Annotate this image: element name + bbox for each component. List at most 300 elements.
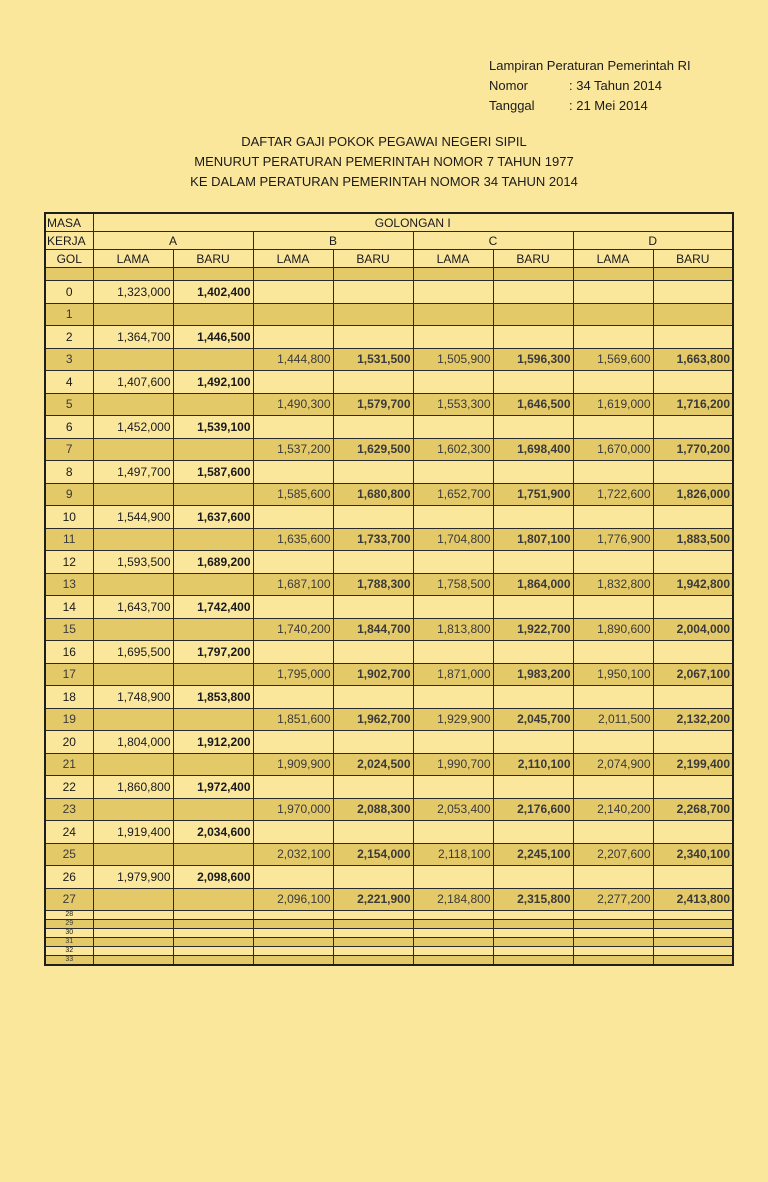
group-d-lama-cell (573, 281, 653, 304)
group-c-lama-cell (413, 326, 493, 349)
group-b-baru-cell (333, 821, 413, 844)
group-a-baru-cell: 1,539,100 (173, 416, 253, 439)
table-row (45, 326, 733, 349)
group-d-baru-cell: 1,942,800 (653, 573, 733, 596)
gol-cell: 31 (45, 938, 93, 947)
gol-cell: 8 (45, 461, 93, 484)
table-row (45, 281, 733, 304)
group-d-baru-cell (653, 686, 733, 709)
group-a-baru-cell (173, 947, 253, 956)
group-c-baru-cell (493, 956, 573, 966)
group-d-lama-cell: 2,011,500 (573, 708, 653, 731)
group-c-lama-cell (413, 911, 493, 920)
group-c-lama-cell (413, 920, 493, 929)
group-b-lama-cell (253, 929, 333, 938)
gol-cell: 19 (45, 708, 93, 731)
tanggal-label: Tanggal (489, 98, 535, 113)
group-a-baru-cell: 1,587,600 (173, 461, 253, 484)
table-row (45, 686, 733, 709)
gol-cell: 21 (45, 753, 93, 776)
group-d-baru-cell: 1,663,800 (653, 348, 733, 371)
gol-cell: 29 (45, 920, 93, 929)
table-row (45, 888, 733, 911)
group-b-baru-cell: 2,024,500 (333, 753, 413, 776)
group-b-lama-cell (253, 551, 333, 574)
group-d-lama-cell (573, 303, 653, 326)
group-b-baru-cell (333, 938, 413, 947)
group-b-lama-cell: 1,795,000 (253, 663, 333, 686)
group-d-lama-cell (573, 866, 653, 889)
group-c-lama-cell (413, 281, 493, 304)
group-b-baru-cell (333, 416, 413, 439)
group-d-baru-cell (653, 866, 733, 889)
group-b-lama-cell (253, 416, 333, 439)
group-c-lama-cell (413, 776, 493, 799)
group-b-lama-cell (253, 281, 333, 304)
lama-header: LAMA (93, 250, 173, 268)
gol-cell: 6 (45, 416, 93, 439)
group-c-lama-cell: 1,553,300 (413, 393, 493, 416)
group-b-lama-cell (253, 731, 333, 754)
group-a-baru-cell (173, 938, 253, 947)
group-c-lama-cell (413, 506, 493, 529)
group-b-header: B (253, 232, 413, 250)
group-c-lama-cell: 1,704,800 (413, 528, 493, 551)
group-c-lama-cell: 2,118,100 (413, 843, 493, 866)
nomor-value: : 34 Tahun 2014 (569, 78, 663, 93)
baru-header: BARU (493, 250, 573, 268)
group-a-lama-cell (93, 947, 173, 956)
group-b-lama-cell (253, 776, 333, 799)
group-a-baru-cell (173, 483, 253, 506)
group-a-baru-cell (173, 843, 253, 866)
group-a-lama-cell (93, 798, 173, 821)
golongan-header: GOLONGAN I (93, 213, 733, 232)
group-a-lama-cell (93, 348, 173, 371)
group-d-baru-cell (653, 416, 733, 439)
group-d-baru-cell: 2,132,200 (653, 708, 733, 731)
group-d-lama-cell (573, 956, 653, 966)
tanggal-value: : 21 Mei 2014 (569, 98, 648, 113)
group-a-baru-cell (173, 663, 253, 686)
group-b-lama-cell (253, 506, 333, 529)
group-d-baru-cell (653, 596, 733, 619)
group-b-baru-cell: 1,531,500 (333, 348, 413, 371)
gol-cell: 12 (45, 551, 93, 574)
group-a-baru-cell (173, 393, 253, 416)
group-a-baru-cell (173, 573, 253, 596)
group-a-lama-cell: 1,979,900 (93, 866, 173, 889)
group-d-lama-cell (573, 461, 653, 484)
table-row (45, 551, 733, 574)
group-c-lama-cell: 1,871,000 (413, 663, 493, 686)
group-c-lama-cell (413, 686, 493, 709)
table-row (45, 753, 733, 776)
gol-cell: 20 (45, 731, 93, 754)
group-c-baru-cell (493, 929, 573, 938)
group-b-baru-cell (333, 551, 413, 574)
group-d-baru-cell: 1,770,200 (653, 438, 733, 461)
group-a-baru-cell: 1,446,500 (173, 326, 253, 349)
gol-cell: 24 (45, 821, 93, 844)
group-b-baru-cell (333, 281, 413, 304)
group-a-baru-cell (173, 303, 253, 326)
group-b-lama-cell (253, 938, 333, 947)
group-d-baru-cell (653, 776, 733, 799)
group-a-lama-cell (93, 753, 173, 776)
table-row (45, 920, 733, 929)
gol-cell: 3 (45, 348, 93, 371)
table-row (45, 663, 733, 686)
group-b-baru-cell: 2,154,000 (333, 843, 413, 866)
group-c-baru-cell (493, 920, 573, 929)
group-b-lama-cell: 1,970,000 (253, 798, 333, 821)
gol-cell: 32 (45, 947, 93, 956)
group-d-baru-cell (653, 326, 733, 349)
group-b-lama-cell: 1,851,600 (253, 708, 333, 731)
gol-cell: 15 (45, 618, 93, 641)
group-a-baru-cell (173, 753, 253, 776)
table-row (45, 731, 733, 754)
gol-cell: 7 (45, 438, 93, 461)
table-row (45, 911, 733, 920)
table-row (45, 798, 733, 821)
group-d-baru-cell (653, 731, 733, 754)
gol-header: GOL (45, 250, 93, 268)
group-a-lama-cell: 1,544,900 (93, 506, 173, 529)
table-row (45, 303, 733, 326)
group-a-baru-cell: 1,742,400 (173, 596, 253, 619)
group-b-lama-cell (253, 920, 333, 929)
group-b-baru-cell (333, 929, 413, 938)
group-b-baru-cell: 1,579,700 (333, 393, 413, 416)
group-c-lama-cell (413, 947, 493, 956)
group-a-baru-cell (173, 348, 253, 371)
group-c-baru-cell (493, 821, 573, 844)
group-c-baru-cell: 1,596,300 (493, 348, 573, 371)
gol-cell: 25 (45, 843, 93, 866)
group-d-baru-cell (653, 911, 733, 920)
gol-cell: 10 (45, 506, 93, 529)
group-c-baru-cell: 1,698,400 (493, 438, 573, 461)
group-a-baru-cell: 1,797,200 (173, 641, 253, 664)
group-a-lama-cell (93, 911, 173, 920)
group-b-lama-cell: 1,909,900 (253, 753, 333, 776)
group-a-baru-cell: 1,853,800 (173, 686, 253, 709)
table-row (45, 348, 733, 371)
title-line-2: MENURUT PERATURAN PEMERINTAH NOMOR 7 TAHUN 1977 (194, 154, 574, 169)
group-d-baru-cell: 2,413,800 (653, 888, 733, 911)
gol-cell: 11 (45, 528, 93, 551)
baru-header: BARU (653, 250, 733, 268)
group-a-lama-cell (93, 920, 173, 929)
table-row (45, 573, 733, 596)
group-a-lama-cell: 1,860,800 (93, 776, 173, 799)
group-d-lama-cell: 2,207,600 (573, 843, 653, 866)
gol-cell: 30 (45, 929, 93, 938)
group-c-lama-cell: 2,184,800 (413, 888, 493, 911)
group-d-baru-cell (653, 938, 733, 947)
group-a-baru-cell (173, 888, 253, 911)
group-b-baru-cell: 1,733,700 (333, 528, 413, 551)
group-a-baru-cell: 1,689,200 (173, 551, 253, 574)
group-b-lama-cell (253, 326, 333, 349)
group-c-header: C (413, 232, 573, 250)
group-d-baru-cell: 2,067,100 (653, 663, 733, 686)
group-b-baru-cell (333, 776, 413, 799)
table-row (45, 506, 733, 529)
group-c-baru-cell: 1,983,200 (493, 663, 573, 686)
group-d-lama-cell (573, 596, 653, 619)
nomor-row (489, 76, 691, 96)
table-row (45, 938, 733, 947)
group-d-baru-cell: 1,826,000 (653, 483, 733, 506)
group-d-baru-cell: 2,340,100 (653, 843, 733, 866)
group-d-baru-cell (653, 947, 733, 956)
group-a-baru-cell (173, 438, 253, 461)
group-b-baru-cell (333, 506, 413, 529)
table-row (45, 776, 733, 799)
group-d-lama-cell (573, 938, 653, 947)
group-d-lama-cell (573, 731, 653, 754)
group-b-baru-cell (333, 920, 413, 929)
group-d-lama-cell (573, 416, 653, 439)
group-c-baru-cell: 1,807,100 (493, 528, 573, 551)
group-b-lama-cell: 1,537,200 (253, 438, 333, 461)
spacer-row (45, 268, 733, 281)
group-c-baru-cell (493, 281, 573, 304)
title-line-3: KE DALAM PERATURAN PEMERINTAH NOMOR 34 TAHUN 2014 (190, 174, 578, 189)
group-b-baru-cell: 1,788,300 (333, 573, 413, 596)
group-d-baru-cell (653, 281, 733, 304)
group-a-lama-cell (93, 528, 173, 551)
group-d-lama-cell: 1,569,600 (573, 348, 653, 371)
group-a-lama-cell (93, 618, 173, 641)
group-a-baru-cell (173, 920, 253, 929)
group-a-lama-cell (93, 393, 173, 416)
group-b-lama-cell: 1,687,100 (253, 573, 333, 596)
group-b-lama-cell (253, 596, 333, 619)
group-d-baru-cell: 1,716,200 (653, 393, 733, 416)
table-row (45, 416, 733, 439)
group-a-lama-cell: 1,452,000 (93, 416, 173, 439)
group-c-lama-cell: 1,505,900 (413, 348, 493, 371)
group-b-baru-cell (333, 641, 413, 664)
group-d-lama-cell: 1,722,600 (573, 483, 653, 506)
group-c-baru-cell (493, 866, 573, 889)
group-c-baru-cell (493, 641, 573, 664)
table-row (45, 821, 733, 844)
gol-cell: 14 (45, 596, 93, 619)
group-c-lama-cell (413, 303, 493, 326)
group-c-baru-cell (493, 947, 573, 956)
gol-cell: 4 (45, 371, 93, 394)
group-a-lama-cell: 1,695,500 (93, 641, 173, 664)
group-b-baru-cell: 2,221,900 (333, 888, 413, 911)
group-c-baru-cell: 1,864,000 (493, 573, 573, 596)
group-c-baru-cell (493, 506, 573, 529)
group-c-baru-cell (493, 686, 573, 709)
table-row (45, 929, 733, 938)
group-d-lama-cell: 1,950,100 (573, 663, 653, 686)
group-a-lama-cell (93, 929, 173, 938)
group-a-lama-cell: 1,593,500 (93, 551, 173, 574)
gol-cell: 28 (45, 911, 93, 920)
group-a-lama-cell (93, 843, 173, 866)
group-b-lama-cell (253, 686, 333, 709)
group-b-lama-cell: 2,032,100 (253, 843, 333, 866)
group-c-baru-cell: 1,646,500 (493, 393, 573, 416)
group-b-baru-cell (333, 461, 413, 484)
group-d-baru-cell (653, 821, 733, 844)
lama-header: LAMA (413, 250, 493, 268)
group-b-lama-cell (253, 821, 333, 844)
group-d-baru-cell (653, 929, 733, 938)
baru-header: BARU (173, 250, 253, 268)
group-c-lama-cell: 1,602,300 (413, 438, 493, 461)
group-a-lama-cell (93, 938, 173, 947)
gol-cell: 9 (45, 483, 93, 506)
gol-cell: 18 (45, 686, 93, 709)
group-c-baru-cell: 1,751,900 (493, 483, 573, 506)
group-a-baru-cell: 1,637,600 (173, 506, 253, 529)
group-b-lama-cell (253, 866, 333, 889)
group-c-lama-cell (413, 596, 493, 619)
group-d-baru-cell: 1,883,500 (653, 528, 733, 551)
group-a-lama-cell (93, 888, 173, 911)
group-b-lama-cell: 1,585,600 (253, 483, 333, 506)
gol-cell: 26 (45, 866, 93, 889)
group-b-baru-cell: 1,844,700 (333, 618, 413, 641)
group-c-lama-cell (413, 371, 493, 394)
table-row (45, 866, 733, 889)
gol-cell: 1 (45, 303, 93, 326)
group-b-lama-cell (253, 461, 333, 484)
group-b-lama-cell: 1,740,200 (253, 618, 333, 641)
group-b-baru-cell (333, 371, 413, 394)
group-a-lama-cell (93, 483, 173, 506)
group-b-baru-cell: 1,962,700 (333, 708, 413, 731)
table-body (45, 268, 733, 966)
group-c-lama-cell: 1,990,700 (413, 753, 493, 776)
group-b-lama-cell (253, 641, 333, 664)
group-b-baru-cell (333, 866, 413, 889)
group-c-baru-cell (493, 326, 573, 349)
table-row (45, 956, 733, 966)
table-row (45, 393, 733, 416)
table-row (45, 371, 733, 394)
lampiran-block (489, 56, 691, 116)
group-b-lama-cell: 2,096,100 (253, 888, 333, 911)
group-b-baru-cell: 2,088,300 (333, 798, 413, 821)
group-c-lama-cell (413, 551, 493, 574)
group-d-lama-cell (573, 641, 653, 664)
group-a-baru-cell (173, 956, 253, 966)
group-c-lama-cell (413, 461, 493, 484)
group-d-header: D (573, 232, 733, 250)
group-a-lama-cell (93, 708, 173, 731)
group-b-baru-cell (333, 911, 413, 920)
group-c-baru-cell: 2,245,100 (493, 843, 573, 866)
group-d-baru-cell (653, 641, 733, 664)
masa-header: MASA (45, 213, 93, 232)
group-c-baru-cell: 1,922,700 (493, 618, 573, 641)
group-a-lama-cell: 1,748,900 (93, 686, 173, 709)
group-c-lama-cell (413, 821, 493, 844)
group-b-baru-cell: 1,680,800 (333, 483, 413, 506)
group-a-baru-cell (173, 929, 253, 938)
group-d-baru-cell (653, 506, 733, 529)
gol-cell: 22 (45, 776, 93, 799)
gol-cell: 27 (45, 888, 93, 911)
group-a-baru-cell (173, 798, 253, 821)
group-b-lama-cell (253, 911, 333, 920)
group-c-lama-cell (413, 416, 493, 439)
lama-header: LAMA (253, 250, 333, 268)
group-c-baru-cell (493, 731, 573, 754)
group-a-lama-cell: 1,804,000 (93, 731, 173, 754)
group-a-lama-cell (93, 663, 173, 686)
group-a-lama-cell: 1,497,700 (93, 461, 173, 484)
group-b-lama-cell: 1,490,300 (253, 393, 333, 416)
group-a-baru-cell: 1,912,200 (173, 731, 253, 754)
group-c-lama-cell (413, 641, 493, 664)
group-b-baru-cell (333, 596, 413, 619)
group-d-lama-cell (573, 947, 653, 956)
group-c-lama-cell: 2,053,400 (413, 798, 493, 821)
group-c-lama-cell (413, 929, 493, 938)
group-a-lama-cell: 1,323,000 (93, 281, 173, 304)
table-row (45, 641, 733, 664)
table-row (45, 947, 733, 956)
group-c-baru-cell: 2,176,600 (493, 798, 573, 821)
group-d-baru-cell (653, 303, 733, 326)
group-a-lama-cell: 1,364,700 (93, 326, 173, 349)
group-c-baru-cell (493, 776, 573, 799)
group-a-lama-cell: 1,643,700 (93, 596, 173, 619)
table-row (45, 438, 733, 461)
group-c-baru-cell (493, 461, 573, 484)
group-a-baru-cell: 2,098,600 (173, 866, 253, 889)
gol-cell: 23 (45, 798, 93, 821)
group-d-lama-cell (573, 326, 653, 349)
group-c-lama-cell (413, 956, 493, 966)
table-row (45, 596, 733, 619)
tanggal-row (489, 96, 691, 116)
table-row (45, 528, 733, 551)
group-a-baru-cell (173, 911, 253, 920)
group-d-baru-cell: 2,268,700 (653, 798, 733, 821)
kerja-header: KERJA (45, 232, 93, 250)
group-a-lama-cell (93, 303, 173, 326)
group-d-lama-cell (573, 551, 653, 574)
group-b-baru-cell (333, 326, 413, 349)
baru-header: BARU (333, 250, 413, 268)
group-b-lama-cell: 1,444,800 (253, 348, 333, 371)
group-a-baru-cell: 2,034,600 (173, 821, 253, 844)
table-row (45, 618, 733, 641)
gol-cell: 17 (45, 663, 93, 686)
group-a-baru-cell: 1,492,100 (173, 371, 253, 394)
group-d-baru-cell (653, 920, 733, 929)
group-b-baru-cell (333, 956, 413, 966)
group-c-baru-cell (493, 911, 573, 920)
group-c-lama-cell: 1,758,500 (413, 573, 493, 596)
salary-table (44, 212, 734, 966)
lama-header: LAMA (573, 250, 653, 268)
lampiran-title: Lampiran Peraturan Pemerintah RI (489, 58, 691, 73)
group-d-baru-cell (653, 956, 733, 966)
